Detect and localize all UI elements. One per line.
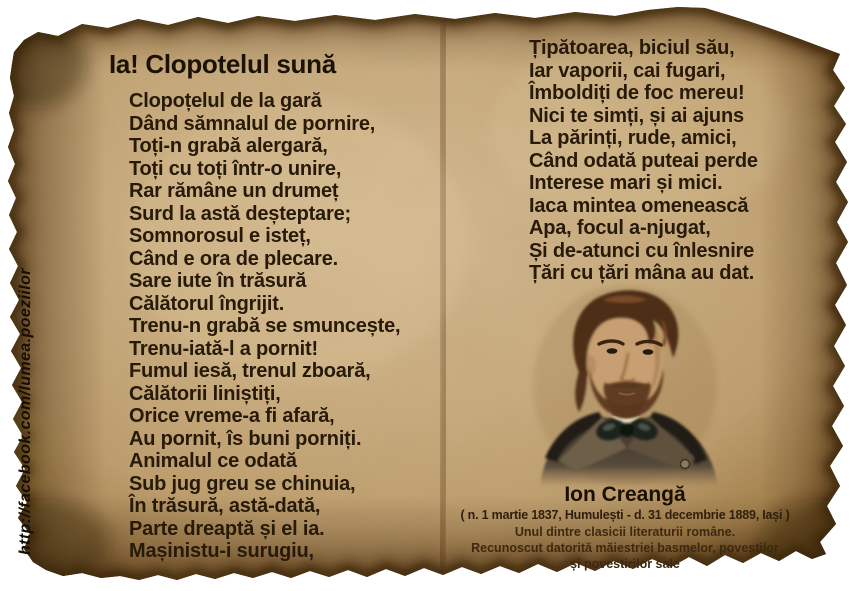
poem-line: La părinți, rude, amici, <box>529 127 737 149</box>
poem-line: Nici te simți, și ai ajuns <box>529 104 744 127</box>
poem-line: Țipătoarea, biciul său, <box>529 37 735 59</box>
poem-left-column <box>129 90 400 563</box>
poem-line: Interese mari și mici. <box>529 172 723 194</box>
poem-line: Iaca mintea omenească <box>529 194 749 217</box>
poem-line: Îmboldiți de foc mereu! <box>529 82 745 104</box>
poem-line: Călătorul îngrijit. <box>129 292 285 315</box>
poem-line: Trenu-iată-l a pornit! <box>129 337 318 360</box>
poem-line: Rar rămâne un drumeț <box>129 180 339 202</box>
poem-line: Când e ora de plecare. <box>129 247 339 270</box>
poem-line: Mașinistu-i surugiu, <box>129 540 314 562</box>
poem-line: Surd la astă deșteptare; <box>129 202 351 225</box>
author-bio-line: și povestirilor sale <box>570 557 680 571</box>
poem-line: Clopoțelul de la gară <box>129 90 322 112</box>
author-bio-line: Recunoscut datorită măiestriei basmelor, poveștilor <box>471 541 779 555</box>
poem-line: Țări cu țări mâna au dat. <box>529 262 755 284</box>
author-name: Ion Creangă <box>564 483 686 506</box>
poem-line: Și de-atunci cu înlesnire <box>529 239 755 262</box>
author-bio <box>430 524 820 572</box>
facebook-url-watermark: http://facebook.com/lumea.poeziilor <box>17 268 34 556</box>
poem-line: Toți-n grabă alergară, <box>129 135 328 157</box>
poem-line: Sare iute în trăsură <box>129 270 307 292</box>
poem-line: Toți cu toți într-o unire, <box>129 157 342 180</box>
poem-line: Orice vreme-a fi afară, <box>129 405 335 427</box>
ion-creanga-portrait <box>515 280 735 490</box>
poem-line: Când odată puteai perde <box>529 149 758 172</box>
poem-line: Au pornit, îs buni porniți. <box>129 427 362 450</box>
poem-line: Somnorosul e isteț, <box>129 225 311 247</box>
poem-line: Dând sămnalul de pornire, <box>129 112 376 135</box>
poem-line: Fumul iesă, trenul zboară, <box>129 360 371 382</box>
poem-title: Ia! Clopotelul sună <box>109 49 336 79</box>
poem-line: Sub jug greu se chinuia, <box>129 472 356 495</box>
eye <box>607 348 618 354</box>
author-dates: ( n. 1 martie 1837, Humulești - d. 31 decembrie 1889, Iași ) <box>460 508 790 522</box>
poem-line: Trenu-n grabă se smuncește, <box>129 315 401 337</box>
poem-line: Iar vaporii, cai fugari, <box>529 59 726 82</box>
poem-line: Apa, focul a-njugat, <box>529 217 711 239</box>
poem-right-column <box>529 37 758 285</box>
poem-line: Călătorii liniștiți, <box>129 382 281 405</box>
poem-line: Animalul ce odată <box>129 450 297 472</box>
author-bio-line: Unul dintre clasicii literaturii române. <box>514 525 736 539</box>
poem-line: În trăsură, astă-dată, <box>129 495 321 517</box>
poem-line: Parte dreaptă și el ia. <box>129 517 325 540</box>
